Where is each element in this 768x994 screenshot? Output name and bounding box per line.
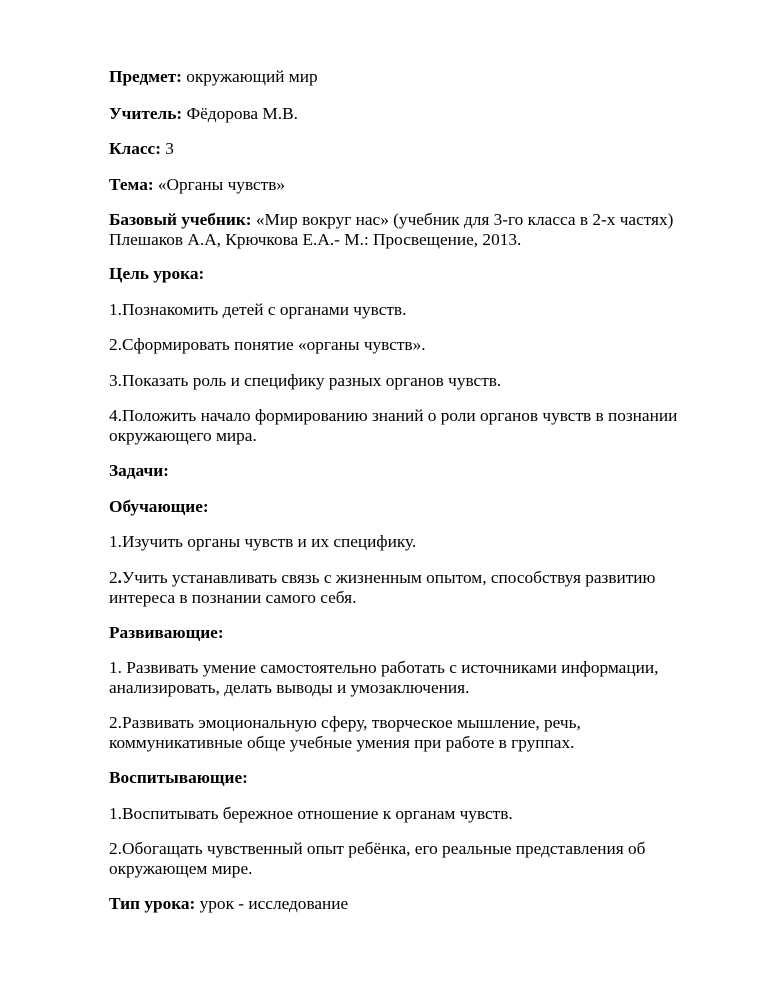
teaching-item-2-text: Учить устанавливать связь с жизненным опытом, способствуя развитию (121, 568, 656, 587)
developing-item-2-line-1: 2.Развивать эмоциональную сферу, творческое мышление, речь, (109, 713, 581, 732)
educational-item-2-line-2: окружающем мире. (109, 859, 253, 878)
goal-item-3: 3.Показать роль и специфику разных органов чувств. (109, 371, 502, 390)
teaching-item-2-line-2: интереса в познании самого себя. (109, 588, 357, 607)
teaching-item-2-line-1 (109, 568, 729, 588)
teaching-item-2-dot: . (117, 568, 122, 587)
topic-label: Тема: (109, 175, 154, 194)
textbook-label: Базовый учебник: (109, 210, 252, 229)
tasks-heading: Задачи: (109, 461, 169, 480)
developing-item-2-line-2: коммуникативные обще учебные умения при работе в группах. (109, 733, 575, 752)
developing-heading: Развивающие: (109, 623, 224, 642)
topic-value: «Органы чувств» (153, 175, 286, 194)
teaching-item-1: 1.Изучить органы чувств и их специфику. (109, 532, 417, 551)
educational-item-1: 1.Воспитывать бережное отношение к органам чувств. (109, 804, 513, 823)
developing-item-1-line-2: анализировать, делать выводы и умозаключения. (109, 678, 470, 697)
educational-heading: Воспитывающие: (109, 768, 248, 787)
lesson-type-value: урок - исследование (195, 894, 349, 913)
goal-item-1: 1.Познакомить детей с органами чувств. (109, 300, 407, 319)
goal-item-4-line-2: окружающего мира. (109, 426, 257, 445)
textbook-line-2: Плешаков А.А, Крючкова Е.А.- М.: Просвещение, 2013. (109, 230, 522, 249)
grade-line (109, 139, 729, 159)
educational-item-2-line-1: 2.Обогащать чувственный опыт ребёнка, его реальные представления об (109, 839, 646, 858)
goal-item-2: 2.Сформировать понятие «органы чувств». (109, 335, 426, 354)
lesson-type-line (109, 894, 729, 914)
teacher-label: Учитель: (109, 104, 183, 123)
textbook-title: «Мир вокруг нас» (учебник для 3-го класса в 2-х частях) (251, 210, 674, 229)
developing-item-1-line-1: 1. Развивать умение самостоятельно работать с источниками информации, (109, 658, 659, 677)
grade-label: Класс: (109, 139, 161, 158)
subject-line (109, 67, 729, 87)
grade-value: 3 (160, 139, 174, 158)
goal-item-4-line-1: 4.Положить начало формированию знаний о роли органов чувств в познании (109, 406, 678, 425)
teaching-heading: Обучающие: (109, 497, 209, 516)
subject-value: окружающий мир (181, 67, 318, 86)
goals-heading: Цель урока: (109, 264, 205, 283)
teaching-item-2-number: 2 (109, 568, 118, 587)
lesson-type-label: Тип урока: (109, 894, 196, 913)
subject-label: Предмет: (109, 67, 182, 86)
textbook-line-1 (109, 210, 729, 230)
teacher-line (109, 104, 729, 124)
teacher-value: Фёдорова М.В. (182, 104, 298, 123)
topic-line (109, 175, 729, 195)
